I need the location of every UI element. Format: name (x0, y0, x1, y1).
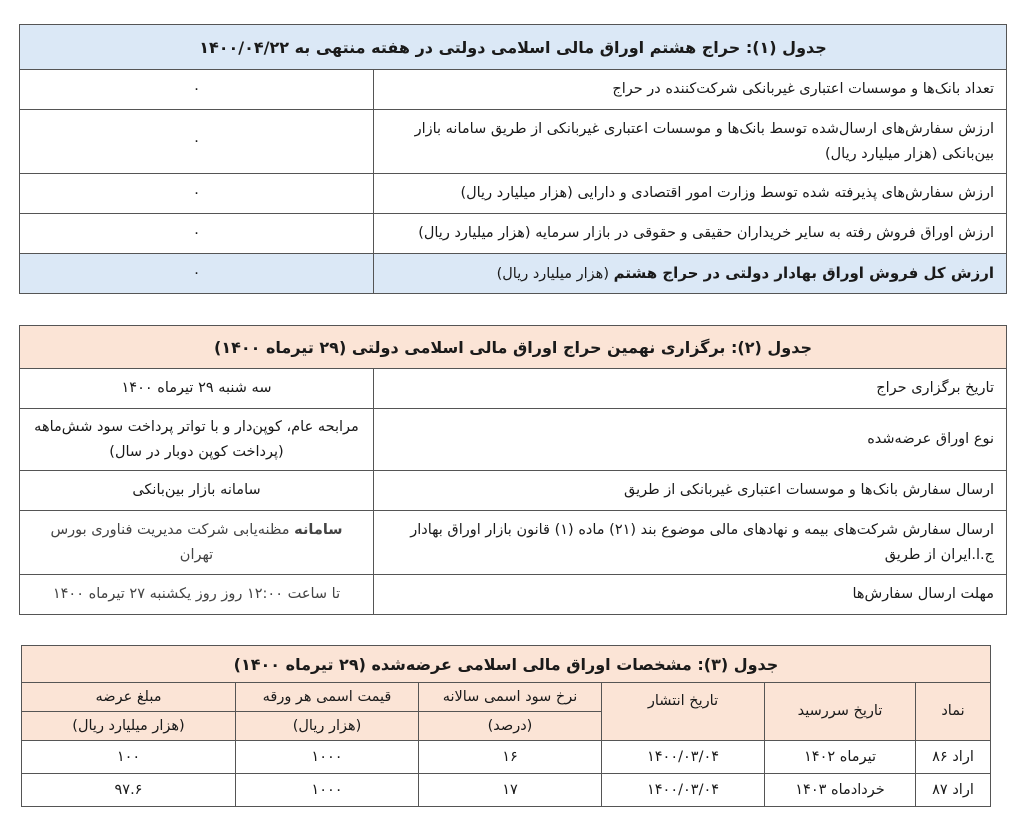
cell-issue-date: ۱۴۰۰/۰۳/۰۴ (602, 774, 765, 807)
header-maturity: تاریخ سررسید (765, 683, 916, 741)
row-label: ارسال سفارش بانک‌ها و موسسات اعتباری غیربانکی از طریق (374, 471, 1007, 511)
row-value-rest: مظنه‌یابی شرکت مدیریت فناوری بورس تهران (50, 521, 290, 563)
row-value: ۰ (20, 174, 374, 214)
cell-symbol: اراد ۸۷ (916, 774, 991, 807)
header-issue-date: تاریخ انتشار (602, 683, 765, 741)
row-value: سامانه بازار بین‌بانکی (20, 471, 374, 511)
table-row (20, 575, 1007, 615)
table-row (22, 774, 991, 807)
table-row (20, 409, 1007, 471)
row-label: مهلت ارسال سفارش‌ها (374, 575, 1007, 615)
row-value-bold: سامانه (294, 521, 343, 538)
header-rate: نرخ سود اسمی سالانه (419, 683, 602, 712)
row-label: ارسال سفارش شرکت‌های بیمه و نهادهای مالی موضوع بند (۲۱) ماده (۱) قانون بازار اوراق بهادار ج.ا.ایران از طریق (374, 511, 1007, 575)
table2-title: جدول (۲): برگزاری نهمین حراج اوراق مالی اسلامی دولتی (۲۹ تیرماه ۱۴۰۰) (20, 326, 1007, 369)
row-label: نوع اوراق عرضه‌شده (374, 409, 1007, 471)
table-auction-eighth (19, 24, 1007, 294)
row-label: تاریخ برگزاری حراج (374, 369, 1007, 409)
table-row (20, 174, 1007, 214)
cell-amount: ۹۷.۶ (22, 774, 236, 807)
total-label (374, 254, 1007, 294)
header-rate-unit: (درصد) (419, 712, 602, 741)
table-row (20, 70, 1007, 110)
cell-amount: ۱۰۰ (22, 741, 236, 774)
table-row (20, 471, 1007, 511)
table-row-total (20, 254, 1007, 294)
cell-rate: ۱۶ (419, 741, 602, 774)
header-price: قیمت اسمی هر ورقه (236, 683, 419, 712)
cell-price: ۱۰۰۰ (236, 774, 419, 807)
cell-maturity: تیرماه ۱۴۰۲ (765, 741, 916, 774)
total-value: ۰ (20, 254, 374, 294)
row-value: ۰ (20, 214, 374, 254)
row-value (20, 511, 374, 575)
cell-rate: ۱۷ (419, 774, 602, 807)
table-row (22, 741, 991, 774)
table-bond-specs (21, 645, 991, 807)
row-value: مرابحه عام، کوپن‌دار و با تواتر پرداخت سود شش‌ماهه (پرداخت کوپن دوبار در سال) (20, 409, 374, 471)
header-price-unit: (هزار ریال) (236, 712, 419, 741)
row-label: ارزش اوراق فروش رفته به سایر خریداران حقیقی و حقوقی در بازار سرمایه (هزار میلیارد ریال) (374, 214, 1007, 254)
header-symbol: نماد (916, 683, 991, 741)
cell-symbol: اراد ۸۶ (916, 741, 991, 774)
table-row (20, 511, 1007, 575)
row-label: ارزش سفارش‌های ارسال‌شده توسط بانک‌ها و موسسات اعتباری غیربانکی از طریق سامانه بازار بین‌بانکی (هزار میلیارد ریال) (374, 110, 1007, 174)
cell-maturity: خردادماه ۱۴۰۳ (765, 774, 916, 807)
row-value: ۰ (20, 110, 374, 174)
table1-title: جدول (۱): حراج هشتم اوراق مالی اسلامی دولتی در هفته منتهی به ۱۴۰۰/۰۴/۲۲ (20, 25, 1007, 70)
header-row (22, 683, 991, 712)
row-value: تا ساعت ۱۲:۰۰ روز روز یکشنبه ۲۷ تیرماه ۱۴۰۰ (20, 575, 374, 615)
row-label: ارزش سفارش‌های پذیرفته شده توسط وزارت امور اقتصادی و دارایی (هزار میلیارد ریال) (374, 174, 1007, 214)
row-label: تعداد بانک‌ها و موسسات اعتباری غیربانکی شرکت‌کننده در حراج (374, 70, 1007, 110)
cell-issue-date: ۱۴۰۰/۰۳/۰۴ (602, 741, 765, 774)
row-value: سه شنبه ۲۹ تیرماه ۱۴۰۰ (20, 369, 374, 409)
total-label-bold: ارزش کل فروش اوراق بهادار دولتی در حراج هشتم (613, 263, 994, 282)
table-row (20, 214, 1007, 254)
total-label-unit: (هزار میلیارد ریال) (496, 265, 609, 282)
table-auction-ninth (19, 325, 1007, 615)
row-value: ۰ (20, 70, 374, 110)
table-row (20, 369, 1007, 409)
table-row (20, 110, 1007, 174)
cell-price: ۱۰۰۰ (236, 741, 419, 774)
header-amount-unit: (هزار میلیارد ریال) (22, 712, 236, 741)
table3-title: جدول (۳): مشخصات اوراق مالی اسلامی عرضه‌شده (۲۹ تیرماه ۱۴۰۰) (22, 646, 991, 683)
header-amount: مبلغ عرضه (22, 683, 236, 712)
